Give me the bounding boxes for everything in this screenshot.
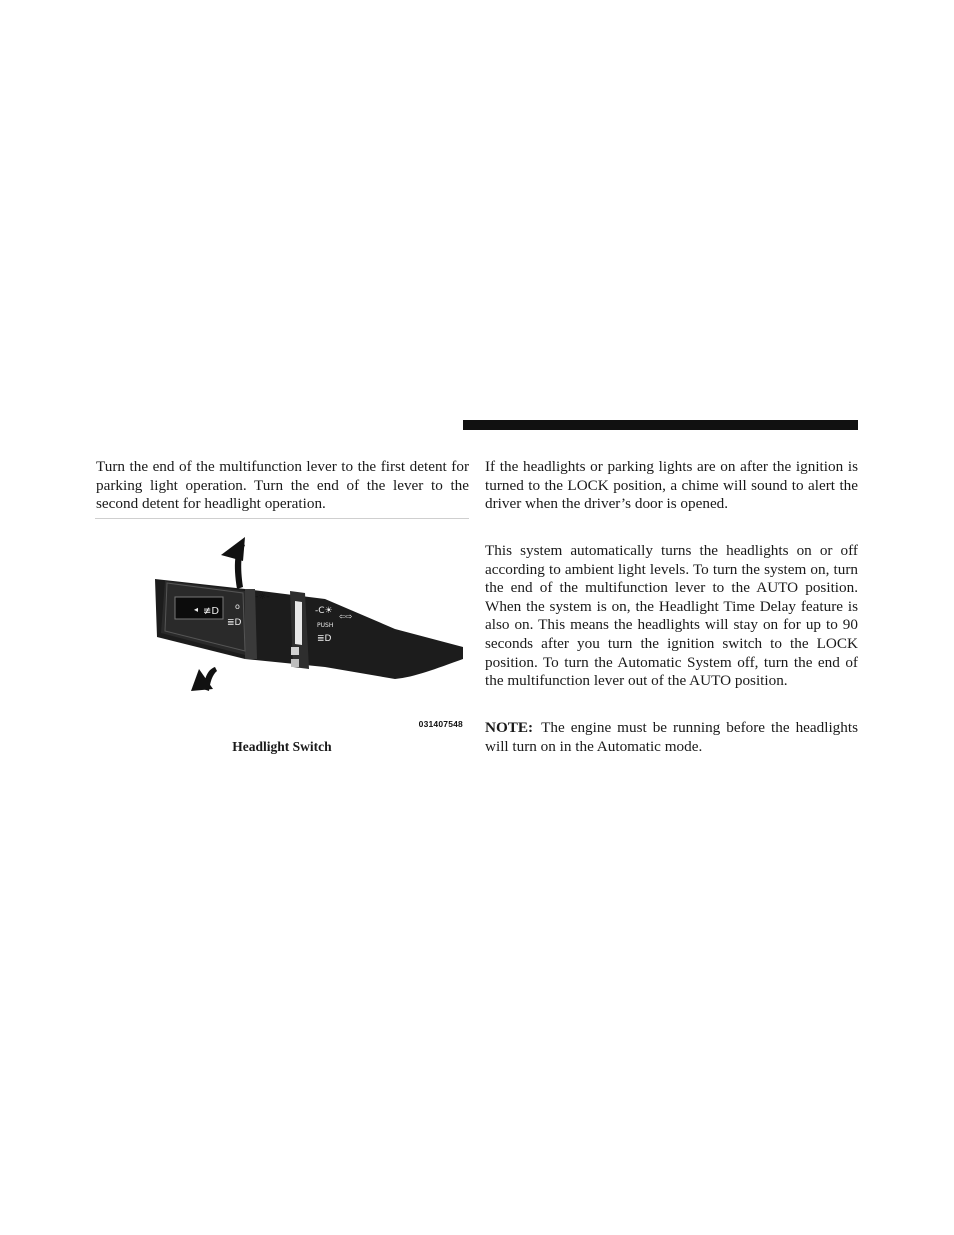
auto-headlight-paragraph: This system automatically turns the headlights on or off according to ambient light levels. To turn the system on, turn the end of the multifunction lever to the AUTO position. When the system is on, the Headlight Time Delay feature is also on. This means the headlights will stay on for up to 90 seconds after you turn the ignition switch to the LOCK position. To turn the Automatic System off, turn the end of the multifunction lever out of the AUTO position. xyxy=(485,542,858,690)
chime-paragraph: If the headlights or parking lights are on after the ignition is turned to the LOCK position, a chime will sound to alert the driver when the driver’s door is opened. xyxy=(485,458,858,513)
svg-text:-☼-: -☼- xyxy=(255,592,270,602)
note-paragraph xyxy=(485,719,858,756)
note-text: The engine must be running before the headlights will turn on in the Automatic mode. xyxy=(485,719,858,755)
svg-text:≢D: ≢D xyxy=(203,606,220,617)
svg-text:⇦⇨: ⇦⇨ xyxy=(339,612,353,621)
intro-paragraph: Turn the end of the multifunction lever to the first detent for parking light operation. Turn the end of the lever to the second detent for headlight operation. xyxy=(96,458,469,513)
svg-text:o: o xyxy=(235,602,240,611)
figure-id: 031407548 xyxy=(418,719,463,729)
figure-caption: Headlight Switch xyxy=(232,739,332,754)
svg-text:◂: ◂ xyxy=(194,605,199,614)
svg-text:≣D: ≣D xyxy=(317,634,332,644)
rotate-up-arrow-icon xyxy=(221,537,245,589)
headlight-switch-figure xyxy=(95,518,469,737)
svg-text:-C☀: -C☀ xyxy=(315,606,333,616)
multifunction-lever-illustration xyxy=(95,519,469,737)
svg-text:PUSH: PUSH xyxy=(317,622,334,629)
note-label: NOTE: xyxy=(485,719,534,736)
rotate-down-arrow-icon xyxy=(191,667,217,691)
svg-text:≣D: ≣D xyxy=(227,618,242,628)
section-header-bar xyxy=(463,420,858,430)
